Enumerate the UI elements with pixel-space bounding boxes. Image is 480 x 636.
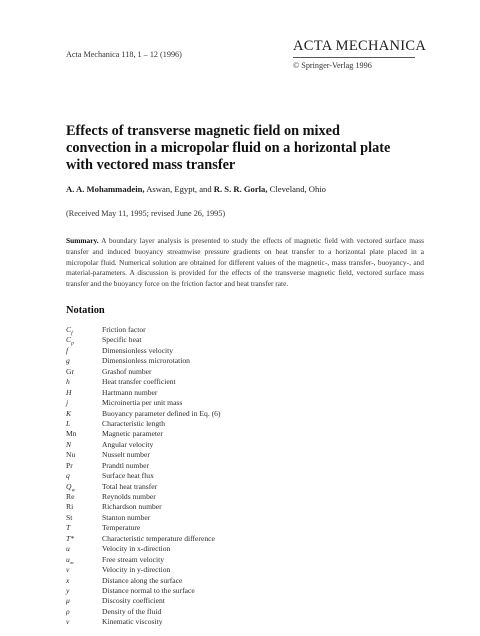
notation-symbol-base: ν xyxy=(66,617,70,627)
notation-description: Distance normal to the surface xyxy=(102,585,195,595)
affiliation-2: Cleveland, Ohio xyxy=(267,184,326,194)
notation-symbol xyxy=(66,596,102,606)
notation-symbol-base: u xyxy=(66,554,70,564)
notation-symbol xyxy=(66,440,102,450)
notation-symbol-subscript: f xyxy=(71,330,73,337)
author-1: A. A. Mohammadein, xyxy=(66,184,145,194)
notation-symbol-base: H xyxy=(66,387,72,397)
notation-symbol-base: Mn xyxy=(66,429,77,439)
notation-row xyxy=(66,429,366,439)
notation-symbol xyxy=(66,356,102,366)
notation-description: Total heat transfer xyxy=(102,481,158,491)
notation-symbol-base: T xyxy=(66,523,71,533)
masthead-title: ACTA MECHANICA xyxy=(293,38,427,54)
notation-symbol xyxy=(66,419,102,429)
notation-symbol xyxy=(66,461,102,471)
notation-symbol xyxy=(66,544,102,554)
notation-symbol-base: u xyxy=(66,544,70,554)
notation-description: Dimensionless microrotation xyxy=(102,356,190,366)
notation-symbol xyxy=(66,502,102,512)
notation-symbol-base: h xyxy=(66,377,70,387)
notation-symbol-base: Q xyxy=(66,481,72,491)
notation-description: Grashof number xyxy=(102,366,152,376)
notation-symbol-base: Nu xyxy=(66,450,76,460)
notation-row xyxy=(66,555,366,565)
notation-row xyxy=(66,534,366,544)
notation-row xyxy=(66,492,366,502)
notation-symbol xyxy=(66,607,102,617)
notation-symbol-base: x xyxy=(66,575,70,585)
notation-description: Temperature xyxy=(102,523,141,533)
notation-symbol-subscript: p xyxy=(71,340,74,347)
notation-row xyxy=(66,565,366,575)
notation-row xyxy=(66,461,366,471)
affiliation-1: Aswan, Egypt, and xyxy=(144,184,214,194)
notation-symbol-base: y xyxy=(66,585,70,595)
notation-row xyxy=(66,367,366,377)
notation-row xyxy=(66,419,366,429)
notation-description: Nusselt number xyxy=(102,450,150,460)
notation-row xyxy=(66,440,366,450)
notation-symbol xyxy=(66,409,102,419)
notation-symbol xyxy=(66,377,102,387)
notation-description: Reynolds number xyxy=(102,492,156,501)
notation-description: Specific heat xyxy=(102,335,142,345)
notation-description: Buoyancy parameter defined in Eq. (6) xyxy=(102,408,221,418)
article-title: Effects of transverse magnetic field on mixed convection in a micropolar fluid on a horizontal plate with vectored mass transfer xyxy=(66,123,391,173)
notation-symbol xyxy=(66,398,102,408)
notation-row xyxy=(66,617,366,627)
notation-description: Free stream velocity xyxy=(102,554,164,564)
notation-description: Kinematic viscosity xyxy=(102,617,163,627)
notation-description: Characteristic temperature difference xyxy=(102,533,215,543)
journal-reference: Acta Mechanica 118, 1 – 12 (1996) xyxy=(66,50,182,59)
masthead-rule xyxy=(293,57,415,58)
notation-symbol-base: Re xyxy=(66,492,75,501)
notation-description: Density of the fluid xyxy=(102,606,162,616)
notation-symbol-base: g xyxy=(66,356,70,366)
notation-symbol-base: j xyxy=(66,398,69,408)
notation-description: Characteristic length xyxy=(102,418,166,428)
notation-symbol xyxy=(66,450,102,460)
notation-row xyxy=(66,607,366,617)
notation-symbol-base: μ xyxy=(66,596,70,606)
notation-symbol-base: St xyxy=(66,512,73,522)
notation-row xyxy=(66,377,366,387)
notation-description: Distance along the surface xyxy=(102,575,183,585)
notation-row xyxy=(66,409,366,419)
notation-symbol-base: f xyxy=(66,345,69,355)
notation-symbol-base: Ri xyxy=(66,502,74,512)
notation-row xyxy=(66,502,366,512)
notation-description: Surface heat flux xyxy=(102,471,154,481)
notation-row xyxy=(66,513,366,523)
notation-symbol xyxy=(66,617,102,627)
notation-description: Discosity coefficient xyxy=(102,596,165,606)
notation-row xyxy=(66,325,366,335)
notation-symbol-base: T* xyxy=(66,533,75,543)
notation-symbol xyxy=(66,586,102,596)
notation-symbol-base: L xyxy=(66,418,71,428)
notation-list xyxy=(66,325,366,628)
notation-symbol xyxy=(66,576,102,586)
summary-label: Summary. xyxy=(66,236,99,245)
notation-symbol xyxy=(66,429,102,439)
notation-description: Stanton number xyxy=(102,512,151,522)
masthead-copyright: © Springer-Verlag 1996 xyxy=(293,61,372,70)
notation-symbol xyxy=(66,513,102,523)
notation-symbol-base: Pr xyxy=(66,460,73,470)
notation-description: Richardson number xyxy=(102,502,162,512)
notation-symbol-base: N xyxy=(66,439,72,449)
notation-description: Microinertia per unit mass xyxy=(102,398,183,408)
author-2: R. S. R. Gorla, xyxy=(213,184,268,194)
notation-description: Hartmann number xyxy=(102,387,158,397)
notation-symbol xyxy=(66,471,102,481)
notation-symbol xyxy=(66,367,102,377)
notation-symbol-subscript: w xyxy=(71,487,76,494)
notation-symbol xyxy=(66,523,102,533)
notation-heading: Notation xyxy=(66,305,105,316)
notation-description: Angular velocity xyxy=(102,439,154,449)
notation-symbol-base: C xyxy=(66,325,72,334)
notation-symbol xyxy=(66,534,102,544)
notation-symbol xyxy=(66,346,102,356)
notation-row xyxy=(66,586,366,596)
notation-row xyxy=(66,523,366,533)
notation-row xyxy=(66,482,366,492)
notation-description: Friction factor xyxy=(102,325,146,334)
notation-symbol-base: C xyxy=(66,335,72,345)
summary-paragraph xyxy=(66,236,424,290)
summary-text: A boundary layer analysis is presented to study the effects of magnetic field with vectored surface mass transfer and induced buoyancy streamwise pressure gradients on heat transfer to a horizontal plate placed in a micropolar fluid. Numerical solution are obtained for different values of the magnetic-, mass transfer-, buoyancy-, and material-parameters. A discussion is provided for the effects of the transverse magnetic field, vectored surface mass transfer and the buoyancy force on the friction factor and heat transfer rate. xyxy=(66,236,424,289)
notation-description: Velocity in x-direction xyxy=(102,544,171,554)
journal-masthead xyxy=(293,38,433,70)
notation-symbol xyxy=(66,388,102,398)
notation-row xyxy=(66,596,366,606)
notation-row xyxy=(66,398,366,408)
received-dates: (Received May 11, 1995; revised June 26, 1995) xyxy=(66,209,226,218)
notation-symbol-base: v xyxy=(66,565,70,575)
notation-symbol-base: K xyxy=(66,408,72,418)
notation-row xyxy=(66,544,366,554)
notation-row xyxy=(66,471,366,481)
notation-description: Velocity in y-direction xyxy=(102,565,171,575)
notation-row xyxy=(66,346,366,356)
notation-row xyxy=(66,576,366,586)
notation-row xyxy=(66,450,366,460)
notation-symbol-base: q xyxy=(66,471,70,481)
notation-symbol-subscript: ∞ xyxy=(69,560,74,567)
notation-description: Magnetic parameter xyxy=(102,429,163,439)
notation-description: Heat transfer coefficient xyxy=(102,377,176,387)
author-line xyxy=(66,184,326,194)
notation-symbol xyxy=(66,565,102,575)
notation-row xyxy=(66,388,366,398)
notation-symbol-base: ρ xyxy=(66,606,70,616)
notation-description: Dimensionless velocity xyxy=(102,345,174,355)
notation-symbol-base: Gr xyxy=(66,366,75,376)
notation-symbol xyxy=(66,492,102,502)
notation-description: Prandtl number xyxy=(102,460,150,470)
notation-row xyxy=(66,356,366,366)
notation-row xyxy=(66,335,366,345)
